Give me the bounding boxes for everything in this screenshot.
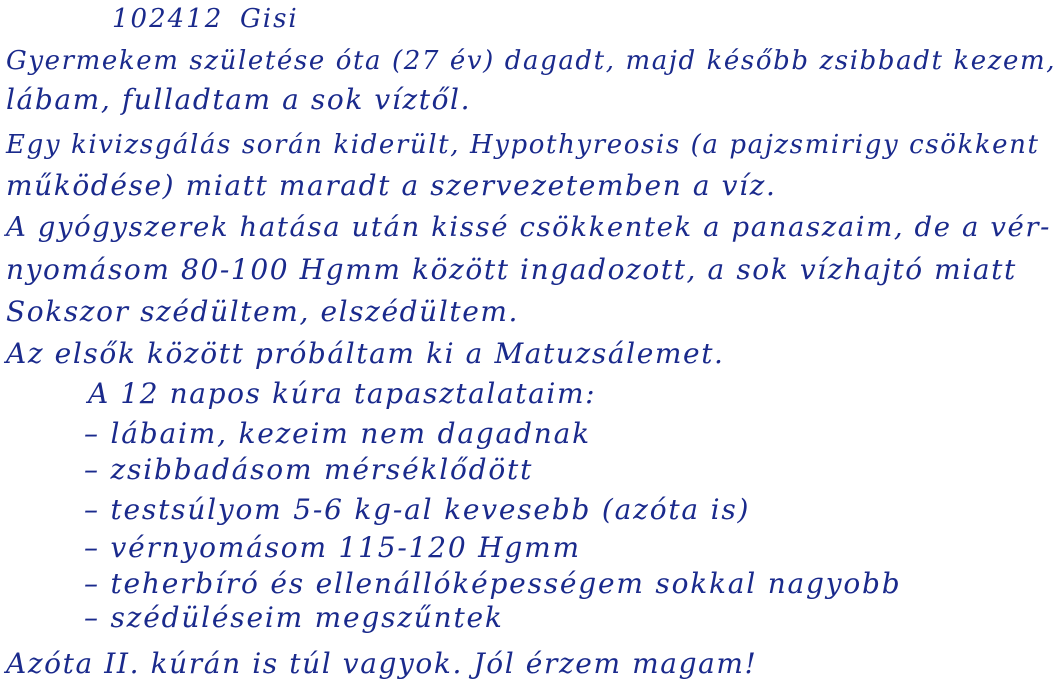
letter-line-3: Egy kivizsgálás során kiderült, Hypothyreosis (a pajzsmirigy csökkent	[6, 130, 1040, 160]
letter-line-1: Gyermekem születése óta (27 év) dagadt, majd később zsibbadt kezem,	[6, 46, 1057, 76]
letter-code: 102412	[112, 4, 224, 34]
letter-signature-name: Gisi	[240, 4, 299, 34]
experience-item: – zsibbadásom mérséklődött	[84, 453, 534, 486]
letter-line-7: Sokszor szédültem, elszédültem.	[6, 295, 520, 328]
experience-item: – lábaim, kezeim nem dagadnak	[84, 417, 591, 450]
experience-item: – teherbíró és ellenállóképességem sokkal nagyobb	[84, 567, 902, 600]
letter-line-4: működése) miatt maradt a szervezetemben a víz.	[6, 169, 777, 202]
letter-line-6: nyomásom 80-100 Hgmm között ingadozott, a sok vízhajtó miatt	[6, 253, 1017, 286]
letter-line-2: lábam, fulladtam a sok víztől.	[6, 83, 472, 116]
experience-item: – testsúlyom 5-6 kg-al kevesebb (azóta is)	[84, 493, 751, 526]
experience-item: – szédüléseim megszűntek	[84, 601, 504, 634]
letter-line-5: A gyógyszerek hatása után kissé csökkentek a panaszaim, de a vér-	[6, 211, 1051, 243]
experience-heading: A 12 napos kúra tapasztalataim:	[88, 377, 597, 410]
letter-closing: Azóta II. kúrán is túl vagyok. Jól érzem magam!	[6, 647, 758, 680]
experience-item: – vérnyomásom 115-120 Hgmm	[84, 531, 581, 564]
letter-line-8: Az elsők között próbáltam ki a Matuzsálemet.	[6, 337, 725, 370]
